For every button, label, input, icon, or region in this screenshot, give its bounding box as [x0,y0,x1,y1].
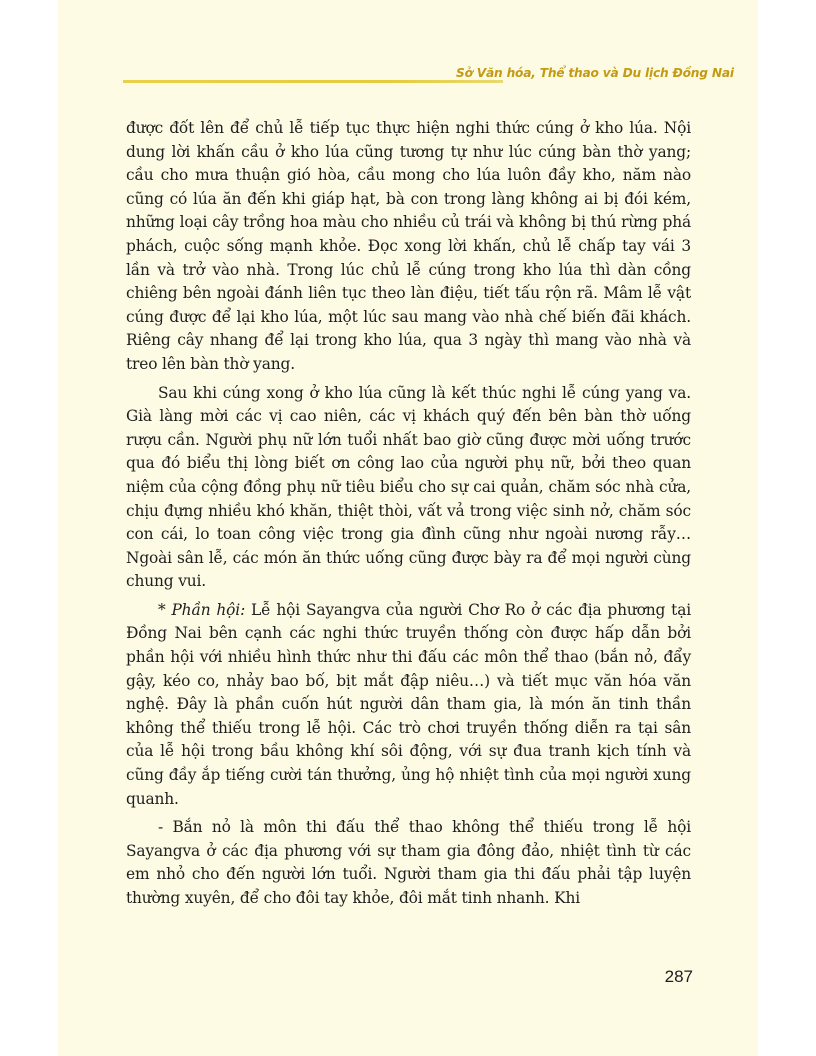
paragraph-body: Lễ hội Sayangva của người Chơ Ro ở các địa phương tại Đồng Nai bên cạnh các nghi thức truyền thống còn được hấp dẫn bởi phần hội với nhiều hình thức như thi đấu các môn thể thao (bắn nỏ, đẩy gậy, kéo co, nhảy bao bố, bịt mắt đập niêu…) và tiết mục văn hóa văn nghệ. Đây là phần cuốn hút người dân tham gia, là món ăn tinh thần không thể thiếu trong lễ hội. Các trò chơi truyền thống diễn ra tại sân của lễ hội trong bầu không khí sôi động, với sự đua tranh kịch tính và cũng đầy ắp tiếng cười tán thưởng, ủng hộ nhiệt tình của mọi người xung quanh. [126,600,691,808]
paragraph: Sau khi cúng xong ở kho lúa cũng là kết thúc nghi lễ cúng yang va. Già làng mời các vị cao niên, các vị khách quý đến bên bàn thờ uống rượu cần. Người phụ nữ lớn tuổi nhất bao giờ cũng được mời uống trước qua đó biểu thị lòng biết ơn công lao của người phụ nữ, bởi theo quan niệm của cộng đồng phụ nữ tiêu biểu cho sự cai quản, chăm sóc nhà cửa, chịu đựng nhiều khó khăn, thiệt thòi, vất vả trong việc sinh nở, chăm sóc con cái, lo toan công việc trong gia đình cũng như ngoài nương rẫy… Ngoài sân lễ, các món ăn thức uống cũng được bày ra để mọi người cùng chung vui. [126,383,691,591]
page-number: 287 [664,967,693,986]
paragraph: - Bắn nỏ là môn thi đấu thể thao không thể thiếu trong lễ hội Sayangva ở các địa phương với sự tham gia đông đảo, nhiệt tình từ các em nhỏ cho đến người lớn tuổi. Người tham gia thi đấu phải tập luyện thường xuyên, để cho đôi tay khỏe, đôi mắt tinh nhanh. Khi [126,818,691,907]
header-rule [123,80,503,83]
paragraph-lead: * Phần hội: [158,600,246,619]
paragraph-phan-hoi [126,599,691,811]
running-header: Sở Văn hóa, Thể thao và Du lịch Đồng Nai [456,66,734,80]
paragraph-continued: được đốt lên để chủ lễ tiếp tục thực hiện nghi thức cúng ở kho lúa. Nội dung lời khấn cầu ở kho lúa cũng tương tự như lúc cúng bàn thờ yang; cầu cho mưa thuận gió hòa, cầu mong cho lúa luôn đầy kho, năm nào cũng có lúa ăn đến khi giáp hạt, bà con trong làng không ai bị đói kém, những loại cây trồng hoa màu cho nhiều củ trái và không bị thú rừng phá phách, cuộc sống mạnh khỏe. Đọc xong lời khấn, chủ lễ chấp tay vái 3 lần và trở vào nhà. Trong lúc chủ lễ cúng trong kho lúa thì dàn cồng chiêng bên ngoài đánh liên tục theo làn điệu, tiết tấu rộn rã. Mâm lễ vật cúng được để lại kho lúa, một lúc sau mang vào nhà chế biến đãi khách. Riêng cây nhang để lại trong kho lúa, qua 3 ngày thì mang vào nhà và treo lên bàn thờ yang. [126,119,691,373]
body-text [126,117,691,916]
book-page [58,0,758,1056]
